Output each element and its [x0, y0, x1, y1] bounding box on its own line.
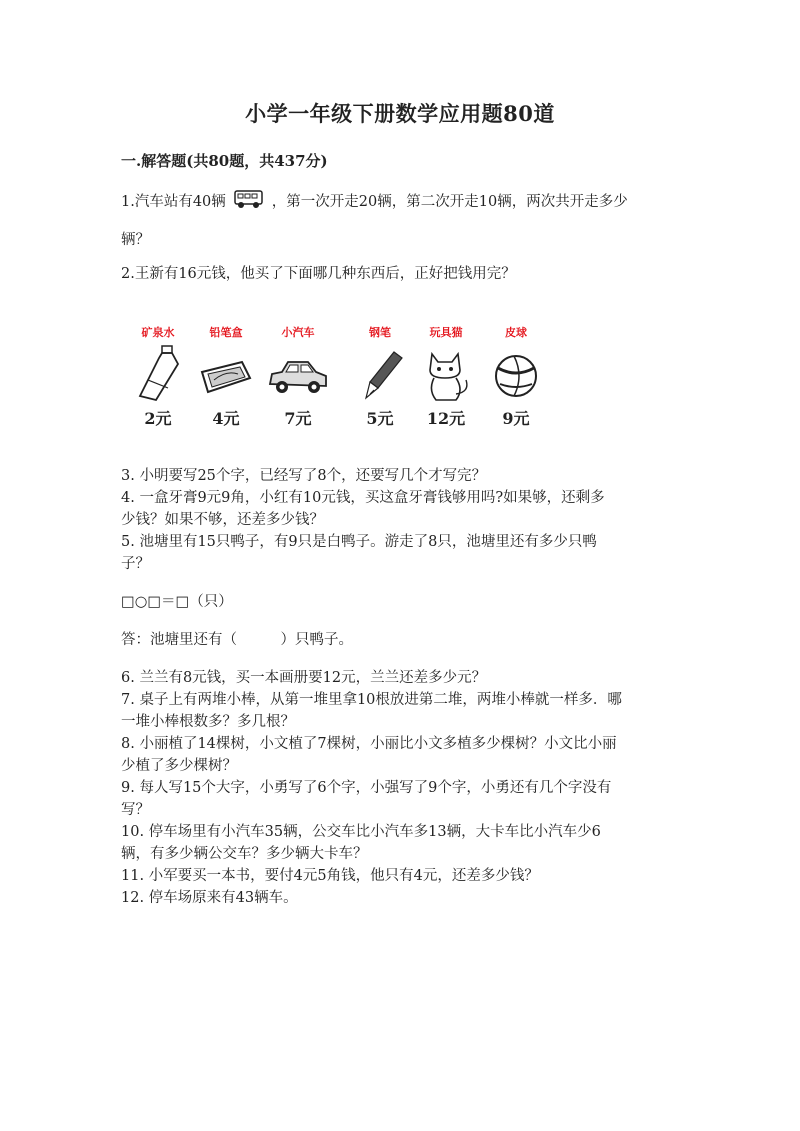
- toy-car-icon: [266, 344, 330, 404]
- question-2: 2.王新有16元钱，他买了下面哪几种东西后，正好把钱用完？: [121, 266, 516, 282]
- bus-icon: [234, 188, 264, 216]
- item-label: 玩具猫: [429, 326, 463, 339]
- shop-item: [414, 318, 478, 430]
- question-4-cont: 少钱？如果不够，还差多少钱？: [121, 512, 324, 528]
- question-10: 10. 停车场里有小汽车35辆，公交车比小汽车多13辆，大卡车比小汽车少6: [121, 824, 601, 840]
- question-7: 7. 桌子上有两堆小棒，从第一堆里拿10根放进第二堆，两堆小棒就一样多．哪: [121, 692, 622, 708]
- item-label: 矿泉水: [141, 326, 175, 339]
- question-7-cont: 一堆小棒根数多？多几根？: [121, 714, 295, 730]
- item-price: 7元: [284, 409, 312, 428]
- ball-icon: [484, 344, 548, 404]
- shop-item: [194, 318, 258, 430]
- question-1-cont: 辆？: [121, 232, 150, 248]
- shop-item: [126, 318, 190, 430]
- question-11: 11. 小军要买一本书，要付4元5角钱，他只有4元，还差多少钱？: [121, 868, 539, 884]
- shop-item: [484, 318, 548, 430]
- question-12: 12. 停车场原来有43辆车。: [121, 890, 298, 906]
- question-10-cont: 辆，有多少辆公交车？多少辆大卡车？: [121, 846, 368, 862]
- item-label: 小汽车: [281, 326, 315, 339]
- item-price: 2元: [144, 409, 172, 428]
- fountain-pen-icon: [348, 344, 412, 404]
- water-bottle-icon: [126, 344, 190, 404]
- question-4: 4. 一盒牙膏9元9角，小红有10元钱，买这盒牙膏钱够用吗?如果够，还剩多: [121, 490, 605, 506]
- equation-template: □○□＝□（只）: [121, 594, 233, 610]
- item-price: 12元: [426, 409, 466, 428]
- shop-item: [348, 318, 412, 430]
- page-title: 小学一年级下册数学应用题80道: [245, 101, 555, 126]
- pencil-box-icon: [194, 344, 258, 404]
- shopping-items: [126, 318, 546, 430]
- q1-text-after: ，第一次开走20辆，第二次开走10辆，两次共开走多少: [271, 194, 628, 210]
- question-6: 6. 兰兰有8元钱，买一本画册要12元，兰兰还差多少元？: [121, 670, 487, 686]
- item-label: 铅笔盒: [209, 326, 243, 339]
- toy-cat-icon: [414, 344, 478, 404]
- question-8: 8. 小丽植了14棵树，小文植了7棵树，小丽比小文多植多少棵树？小文比小丽: [121, 736, 617, 752]
- question-8-cont: 少植了多少棵树？: [121, 758, 237, 774]
- question-9: 9. 每人写15个大字，小勇写了6个字，小强写了9个字，小勇还有几个字没有: [121, 780, 612, 796]
- question-5: 5. 池塘里有15只鸭子，有9只是白鸭子。游走了8只，池塘里还有多少只鸭: [121, 534, 597, 550]
- q1-text-before: 1.汽车站有40辆: [121, 194, 226, 210]
- section-heading: 一.解答题(共80题，共437分): [121, 152, 328, 170]
- shop-item: [266, 318, 330, 430]
- item-label: 皮球: [505, 326, 527, 339]
- item-price: 9元: [502, 409, 530, 428]
- item-price: 4元: [212, 409, 240, 428]
- question-9-cont: 写？: [121, 802, 150, 818]
- answer-template: 答：池塘里还有（ ）只鸭子。: [121, 632, 353, 648]
- question-1: [121, 188, 628, 216]
- question-3: 3. 小明要写25个字，已经写了8个，还要写几个才写完？: [121, 468, 487, 484]
- question-5-cont: 子？: [121, 556, 150, 572]
- item-price: 5元: [366, 409, 394, 428]
- item-label: 钢笔: [369, 326, 391, 339]
